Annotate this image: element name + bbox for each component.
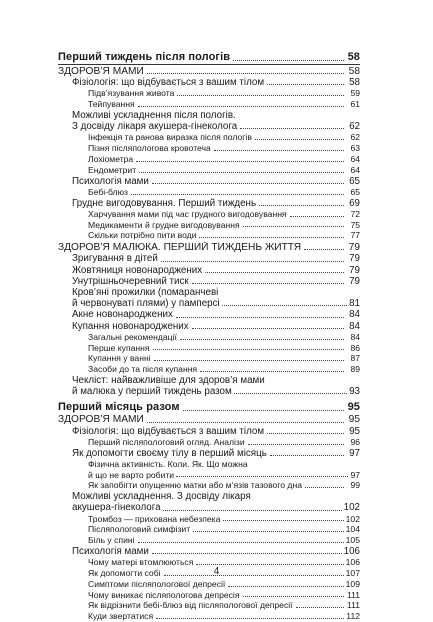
toc-entry[interactable] (58, 77, 360, 88)
toc-entry[interactable] (58, 375, 360, 397)
dot-leader (192, 328, 344, 329)
dot-leader (139, 172, 344, 173)
toc-entry-title-line1: Кров’яні прожилки (помаранчеві (72, 287, 219, 298)
dot-leader (154, 360, 344, 361)
toc-entry-title: Купання новонароджених (72, 320, 189, 332)
toc-entry[interactable] (58, 132, 360, 143)
dot-leader (223, 520, 343, 521)
toc-entry[interactable] (58, 321, 360, 332)
toc-page-number: 79 (349, 275, 360, 287)
toc-page-number: 95 (349, 425, 360, 437)
dot-leader (255, 139, 344, 140)
toc-entry[interactable] (58, 165, 360, 176)
toc-page-number: 102 (343, 502, 360, 514)
toc-entry[interactable] (58, 276, 360, 287)
toc-entry[interactable] (58, 535, 360, 546)
dot-leader (156, 618, 344, 619)
table-of-contents (58, 50, 360, 622)
toc-entry-title: Засоби до та після купання (88, 364, 198, 375)
toc-entry[interactable] (58, 546, 360, 557)
toc-entry-title: Перший післяпологовий огляд. Аналізи (88, 436, 245, 447)
toc-entry[interactable] (58, 99, 360, 110)
dot-leader (248, 444, 344, 445)
toc-part-heading[interactable] (58, 50, 360, 65)
toc-page-number: 86 (350, 342, 360, 353)
toc-entry-title-line1: Фізична активність. Коли. Як. Що можна (88, 458, 248, 469)
dot-leader (304, 249, 344, 250)
toc-entry-title: Післяпологовий симфізит (88, 524, 191, 535)
toc-entry-title: Бебі-блюз (88, 186, 128, 197)
toc-page-number: 99 (350, 480, 360, 491)
toc-page-number: 109 (345, 578, 360, 589)
toc-entry-title: Унутрішньочеревний тиск (72, 275, 189, 287)
toc-page-number: 111 (346, 600, 360, 611)
toc-entry-title: Біль у спині (88, 535, 135, 546)
dot-leader (176, 317, 344, 318)
toc-page-number: 96 (350, 436, 360, 447)
dot-leader (267, 84, 344, 85)
toc-entry-title: Як відрізнити бебі-блюз від післяпологової депресії (88, 600, 293, 611)
toc-entry-title: ЗДОРОВ’Я МАЛЮКА. ПЕРШИЙ ТИЖДЕНЬ ЖИТТЯ (58, 242, 302, 254)
toc-page-number: 89 (350, 364, 360, 375)
toc-page-number: 93 (349, 386, 360, 398)
toc-page-number: 104 (345, 524, 360, 535)
dot-leader (243, 226, 344, 227)
toc-page-number: 72 (350, 208, 360, 219)
toc-entry[interactable] (58, 154, 360, 165)
toc-section-heading[interactable] (58, 66, 360, 77)
toc-page-number: 87 (350, 353, 360, 364)
toc-page-number: 112 (346, 611, 360, 622)
toc-entry-title-line2: й що не варто робити (88, 469, 175, 480)
toc-entry[interactable] (58, 611, 360, 622)
toc-entry-title: Можливі ускладнення після пологів. (72, 110, 236, 121)
toc-page-number: 58 (347, 51, 360, 63)
dot-leader (161, 261, 344, 262)
toc-entry[interactable] (58, 143, 360, 154)
dot-leader (183, 410, 344, 411)
dot-leader (136, 161, 344, 162)
toc-page-number: 107 (345, 568, 360, 578)
toc-part-heading[interactable] (58, 400, 360, 414)
toc-entry[interactable] (58, 110, 360, 121)
toc-entry[interactable] (58, 220, 360, 231)
toc-entry-title: Психологія мами (72, 175, 149, 187)
toc-page-number: 97 (350, 469, 360, 480)
toc-entry-title: Зригування в дітей (72, 253, 158, 265)
toc-entry[interactable] (58, 343, 360, 354)
toc-entry[interactable] (58, 187, 360, 198)
toc-entry-title: Ендометрит (88, 164, 137, 175)
toc-entry-title: Тейпування (88, 99, 135, 110)
page-number: 4 (213, 566, 220, 577)
toc-page-number: 64 (350, 154, 360, 164)
dot-leader (240, 128, 344, 129)
toc-entry[interactable] (58, 230, 360, 241)
toc-entry[interactable] (58, 121, 360, 132)
dot-leader (177, 95, 344, 96)
toc-page-number: 77 (350, 230, 360, 241)
toc-entry-title: Фізіологія: що відбувається з вашим тілом (72, 77, 265, 89)
toc-entry-line2 (88, 470, 360, 481)
toc-page-number: 79 (348, 242, 360, 254)
toc-entry-line2 (72, 298, 360, 309)
toc-page-number: 61 (350, 99, 360, 110)
dot-leader (259, 205, 344, 206)
toc-entry[interactable] (58, 448, 360, 459)
toc-page-number: 63 (350, 143, 360, 154)
toc-page-number: 81 (349, 298, 360, 310)
toc-entry-title: Тромбоз — прихована небезпека (88, 513, 221, 524)
dot-leader (290, 216, 344, 217)
toc-page-number: 58 (348, 66, 360, 77)
toc-entry[interactable] (58, 88, 360, 99)
dot-leader (243, 596, 345, 597)
toc-section-heading[interactable] (58, 414, 360, 425)
toc-entry-title-line2: й червонуваті плями) у памперсі (72, 298, 220, 310)
toc-page-number: 58 (349, 77, 360, 89)
toc-entry-title: Грудне вигодовування. Перший тиждень (72, 197, 257, 209)
dot-leader (153, 349, 344, 350)
toc-entry[interactable] (58, 426, 360, 437)
toc-page-number: 65 (350, 186, 360, 197)
toc-page-number: 79 (349, 253, 360, 265)
dot-leader (296, 607, 344, 608)
dot-leader (200, 371, 344, 372)
toc-page-number: 62 (349, 121, 360, 133)
toc-section-heading[interactable] (58, 242, 360, 253)
toc-page-number: 106 (345, 557, 360, 568)
dot-leader (192, 283, 344, 284)
toc-entry[interactable] (58, 480, 360, 491)
toc-entry-title: Як запобігти опущенню матки або м’язів тазового дна (88, 480, 302, 491)
toc-page-number: 97 (349, 447, 360, 459)
toc-entry[interactable] (58, 579, 360, 590)
toc-entry-title: Чому матері втомлюються (88, 557, 194, 568)
dot-leader (228, 586, 343, 587)
dot-leader (147, 422, 344, 423)
toc-entry-title: Медикаменти й грудне вигодовування (88, 219, 240, 230)
toc-entry[interactable] (58, 514, 360, 525)
toc-entry-title: Перший місяць разом (58, 401, 180, 414)
toc-entry[interactable] (58, 459, 360, 481)
toc-entry-title: Лохіометра (88, 154, 134, 164)
toc-entry-title: Перше купання (88, 342, 150, 353)
toc-entry[interactable] (58, 590, 360, 601)
toc-page-number: 65 (349, 175, 360, 187)
toc-page-number: 84 (349, 320, 360, 332)
dot-leader (163, 510, 342, 511)
toc-page-number: 59 (350, 88, 360, 99)
toc-entry[interactable] (58, 198, 360, 209)
toc-page-number: 79 (349, 264, 360, 276)
toc-entry-title-line2: акушера-гінеколога (72, 502, 161, 514)
toc-entry-title: Чому виникає післяпологова депресія (88, 589, 240, 600)
toc-page-number: 75 (350, 219, 360, 230)
toc-entry[interactable] (58, 491, 360, 513)
toc-entry-line2 (72, 502, 360, 513)
toc-entry[interactable] (58, 437, 360, 448)
toc-page-number: 105 (345, 535, 360, 546)
toc-entry-title: Як допомогти собі (88, 568, 161, 578)
toc-entry-title-line2: й малюка у перший тиждень разом (72, 386, 232, 398)
toc-page-number: 111 (346, 589, 360, 600)
dot-leader (147, 73, 344, 74)
toc-entry[interactable] (58, 309, 360, 320)
toc-entry-title: Купання у ванні (88, 353, 151, 364)
toc-entry[interactable] (58, 176, 360, 187)
toc-page-number: 69 (349, 197, 360, 209)
dot-leader (138, 106, 344, 107)
dot-leader (267, 433, 344, 434)
dot-leader (305, 487, 344, 488)
dot-leader (196, 564, 343, 565)
toc-page-number: 95 (348, 414, 360, 426)
toc-entry-title: ЗДОРОВ’Я МАМИ (58, 66, 144, 77)
toc-page-number: 95 (347, 401, 360, 414)
toc-entry-title-line1: Можливі ускладнення. З досвіду лікаря (72, 491, 251, 503)
toc-entry-title: Психологія мами (72, 546, 149, 557)
toc-entry[interactable] (58, 209, 360, 220)
toc-entry-title: З досвіду лікаря акушера-гінеколога (72, 121, 238, 133)
toc-entry[interactable] (58, 287, 360, 309)
toc-entry-title-line1: Чекліст: найважливіше для здоров’я мами (72, 375, 265, 386)
dot-leader (233, 60, 344, 61)
dot-leader (180, 339, 344, 340)
toc-entry[interactable] (58, 600, 360, 611)
toc-entry-title: Акне новонароджених (72, 309, 173, 321)
dot-leader (234, 393, 347, 394)
toc-entry-title: Загальні рекомендації (88, 331, 177, 342)
toc-entry-title: Пізня післяпологова кровотеча (88, 143, 211, 154)
toc-page-number: 64 (350, 164, 360, 175)
toc-page-number: 84 (350, 331, 360, 342)
toc-entry-title: Харчування мами під час грудного вигодовування (88, 208, 287, 219)
toc-entry[interactable] (58, 332, 360, 343)
toc-entry-title: Підв’язування живота (88, 88, 175, 99)
dot-leader (199, 237, 344, 238)
dot-leader (270, 455, 344, 456)
dot-leader (131, 194, 344, 195)
toc-entry[interactable] (58, 524, 360, 535)
toc-entry-title: Перший тиждень після пологів (58, 51, 231, 63)
toc-entry-title: ЗДОРОВ’Я МАМИ (58, 414, 144, 426)
dot-leader (152, 553, 342, 554)
toc-page-number: 106 (343, 546, 360, 557)
toc-entry-title: Інфекція та ранова виразка після пологів (88, 132, 252, 143)
dot-leader (152, 183, 344, 184)
toc-entry[interactable] (58, 265, 360, 276)
toc-page-number: 62 (350, 132, 360, 143)
toc-page-number: 84 (349, 309, 360, 321)
toc-entry[interactable] (58, 353, 360, 364)
toc-entry[interactable] (58, 364, 360, 375)
dot-leader (205, 272, 344, 273)
toc-entry-title: Фізіологія: що відбувається з вашим тілом (72, 425, 265, 437)
toc-entry-title: Жовтяниця новонароджених (72, 264, 203, 276)
dot-leader (193, 531, 344, 532)
dot-leader (176, 476, 348, 477)
toc-entry[interactable] (58, 253, 360, 264)
toc-page-number: 102 (345, 513, 360, 524)
toc-entry-title: Симптоми післяпологової депресії (88, 578, 226, 589)
toc-entry-line2 (72, 386, 360, 397)
dot-leader (222, 305, 347, 306)
toc-entry-title: Скільки потрібно пити води (88, 230, 197, 241)
dot-leader (138, 542, 344, 543)
toc-entry-title: Як допомогти своєму тілу в перший місяць (72, 447, 267, 459)
toc-entry-title: Куди звертатися (88, 611, 154, 622)
dot-leader (214, 150, 344, 151)
